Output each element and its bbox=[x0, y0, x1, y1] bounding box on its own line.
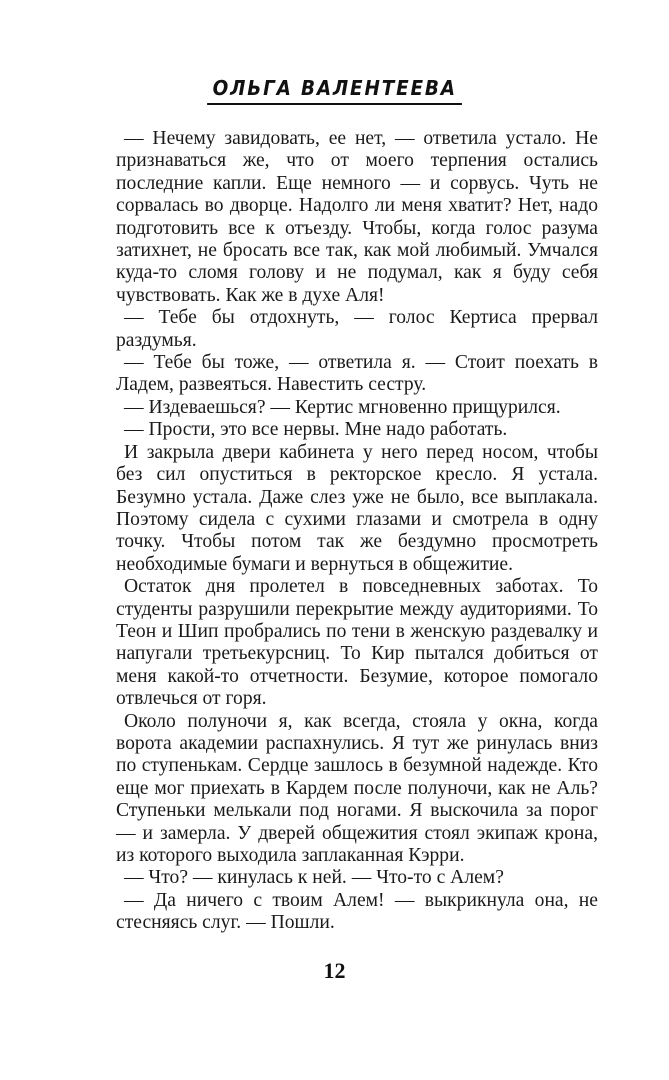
paragraph: — Да ничего с твоим Алем! — выкрикнула она, не стесняясь слуг. — Пошли. bbox=[116, 889, 598, 934]
paragraph: — Что? — кинулась к ней. — Что-то с Алем? bbox=[124, 867, 504, 889]
paragraph: Около полуночи я, как всегда, стояла у окна, когда ворота академии распахнулись. Я тут же ринулась вниз по ступенькам. Сердце зашлось в безумной надежде. Кто еще мог приехать в Кардем после полуночи, как не Аль? Ступеньки мелькали под ногами. Я выскочила за порог — и замерла. У дверей общежития стоял экипаж крона, из которого выходила заплаканная Кэрри. bbox=[116, 710, 598, 866]
paragraph: — Тебе бы отдохнуть, — голос Кертиса прервал раздумья. bbox=[116, 307, 598, 351]
page-body bbox=[116, 128, 598, 935]
author-name: ОЛЬГА ВАЛЕНТЕЕВА bbox=[207, 76, 462, 105]
page-number: 12 bbox=[323, 958, 346, 983]
paragraph: — Нечему завидовать, ее нет, — ответила устало. Не признаваться же, что от моего терпения остались последние капли. Еще немного — и сорвусь. Чуть не сорвалась во дворце. Надолго ли меня хватит? Нет, надо подготовить все к отъезду. Чтобы, когда голос разума затихнет, не бросать все так, как мой любимый. Умчался куда-то сломя голову и не подумал, как я буду себя чувствовать. Как же в духе Аля! bbox=[116, 128, 598, 306]
paragraph: — Прости, это все нервы. Мне надо работать. bbox=[124, 419, 508, 441]
paragraph: — Издеваешься? — Кертис мгновенно прищурился. bbox=[124, 396, 561, 418]
paragraph: — Тебе бы тоже, — ответила я. — Стоит поехать в Ладем, развеяться. Навестить сестру. bbox=[116, 352, 598, 396]
running-header bbox=[0, 76, 669, 105]
paragraph: И закрыла двери кабинета у него перед носом, чтобы без сил опуститься в ректорское кресло. Я устала. Безумно устала. Даже слез уже не было, все выплакала. Поэтому сидела с сухими глазами и смотрела в одну точку. Чтобы потом так же бездумно просмотреть необходимые бумаги и вернуться в общежитие. bbox=[116, 441, 598, 575]
paragraph: Остаток дня пролетел в повседневных заботах. То студенты разрушили перекрытие между аудиториями. То Теон и Шип пробрались по тени в женскую раздевалку и напугали третьекурсниц. То Кир пытался добиться от меня какой-то отчетности. Безумие, которое помогало отвлечься от горя. bbox=[116, 576, 598, 710]
